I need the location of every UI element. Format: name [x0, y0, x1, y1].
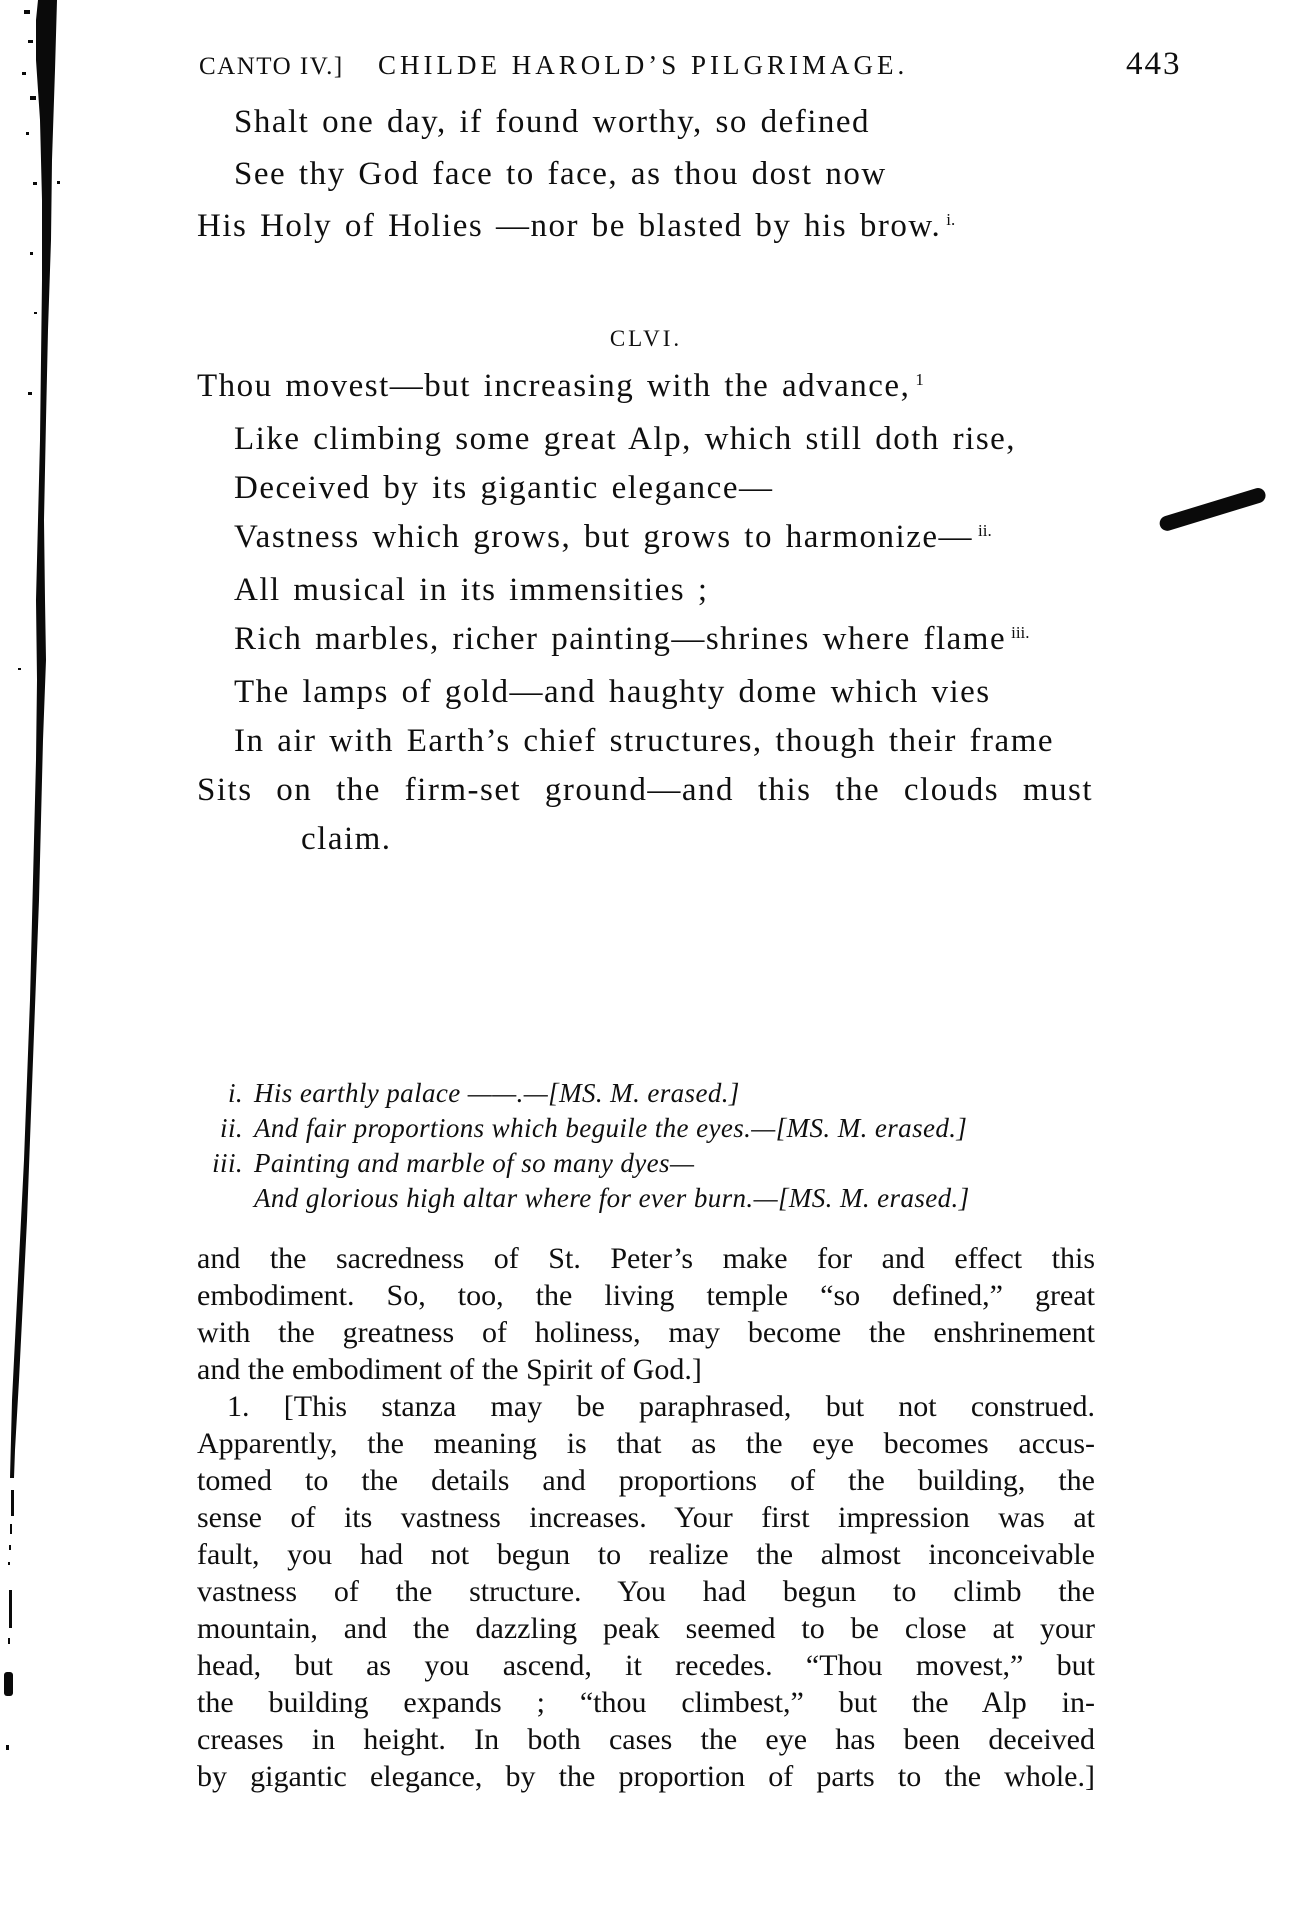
verse-line: [197, 362, 1095, 415]
verse-text: Thou movest—but increasing with the advance,: [197, 368, 911, 404]
variant-note-line: [197, 1076, 1095, 1111]
verse-line: [197, 668, 1095, 717]
verse-line: [197, 815, 1095, 864]
verse-text: See thy God face to face, as thou dost now: [234, 156, 887, 192]
footnote-marker: 1: [915, 370, 924, 390]
commentary-line: sense of its vastness increases. Your first impression was at: [197, 1501, 1095, 1534]
verse-line: [197, 717, 1095, 766]
variant-note-number: i.: [227, 1078, 243, 1108]
commentary-line: fault, you had not begun to realize the almost inconceivable: [197, 1538, 1095, 1571]
verse-text: All musical in its immensities ;: [234, 572, 709, 608]
verse-line: [197, 415, 1095, 464]
commentary-line: 1. [This stanza may be paraphrased, but not construed.: [227, 1390, 1095, 1423]
verse-text: Rich marbles, richer painting—shrines where flame: [234, 621, 1007, 657]
footnote-marker: i.: [946, 210, 956, 230]
stanza-number-heading: CLVI.: [609, 326, 683, 351]
variant-note-text: Painting and marble of so many dyes—: [254, 1148, 695, 1178]
header-title: CHILDE HAROLD’S PILGRIMAGE.: [378, 50, 909, 80]
verse-line: [197, 148, 1095, 200]
variant-note-text: And fair proportions which beguile the eyes.—[MS. M. erased.]: [254, 1113, 968, 1143]
verse-text: Vastness which grows, but grows to harmonize—: [234, 519, 973, 555]
variant-note-text: His earthly palace ——.—[MS. M. erased.]: [254, 1078, 740, 1108]
commentary-line: Apparently, the meaning is that as the eye becomes accus-: [197, 1427, 1095, 1460]
commentary-line: creases in height. In both cases the eye has been deceived: [197, 1723, 1095, 1756]
commentary-line: head, but as you ascend, it recedes. “Thou movest,” but: [197, 1649, 1095, 1682]
page-number: 443: [1126, 46, 1182, 82]
verse-line: [197, 96, 1095, 148]
variant-note-number: [197, 1181, 243, 1216]
commentary-line: vastness of the structure. You had begun to climb the: [197, 1575, 1095, 1608]
commentary-line: mountain, and the dazzling peak seemed to be close at your: [197, 1612, 1095, 1645]
commentary-line: with the greatness of holiness, may become the enshrinement: [197, 1316, 1095, 1349]
ink-stroke-artifact: [1158, 486, 1268, 533]
commentary-line: tomed to the details and proportions of the building, the: [197, 1464, 1095, 1497]
variant-note-text: And glorious high altar where for ever burn.—[MS. M. erased.]: [254, 1183, 970, 1213]
commentary-line: the building expands ; “thou climbest,” but the Alp in-: [197, 1686, 1095, 1719]
stanza-clvi: [197, 362, 1095, 864]
verse-line: [197, 566, 1095, 615]
commentary-notes: [197, 1240, 1095, 1795]
scan-speckles: [4, 10, 60, 1750]
variant-note-number: iii.: [212, 1148, 243, 1178]
variant-note-line: [197, 1181, 1095, 1216]
verse-line: [197, 513, 1095, 566]
verse-text: Sits on the firm-set ground—and this the clouds must: [197, 772, 1093, 808]
verse-text: His Holy of Holies —nor be blasted by his brow.: [197, 208, 942, 244]
variant-notes: [197, 1076, 1095, 1216]
binding-shadow-artifact: [0, 0, 70, 1905]
verse-text: Deceived by its gigantic elegance—: [234, 470, 774, 506]
commentary-line: and the sacredness of St. Peter’s make for and effect this: [197, 1242, 1095, 1275]
verse-text: In air with Earth’s chief structures, though their frame: [234, 723, 1055, 759]
verse-line: [197, 615, 1095, 668]
commentary-line: embodiment. So, too, the living temple “so defined,” great: [197, 1279, 1095, 1312]
verse-text: claim.: [301, 821, 392, 857]
verse-text: The lamps of gold—and haughty dome which vies: [234, 674, 991, 710]
commentary-line: and the embodiment of the Spirit of God.]: [197, 1353, 702, 1386]
header-canto: CANTO IV.]: [199, 53, 344, 80]
variant-note-line: [197, 1111, 1095, 1146]
footnote-marker: iii.: [1011, 623, 1030, 643]
stanza-clv-end: [197, 96, 1095, 257]
verse-text: Shalt one day, if found worthy, so defined: [234, 104, 871, 140]
verse-line: [197, 200, 1095, 257]
variant-note-number: ii.: [220, 1113, 243, 1143]
variant-note-line: [197, 1146, 1095, 1181]
footnote-marker: ii.: [978, 521, 992, 541]
verse-line: [197, 766, 1095, 815]
commentary-line: by gigantic elegance, by the proportion of parts to the whole.]: [197, 1760, 1095, 1793]
verse-line: [197, 464, 1095, 513]
verse-text: Like climbing some great Alp, which still doth rise,: [234, 421, 1017, 457]
